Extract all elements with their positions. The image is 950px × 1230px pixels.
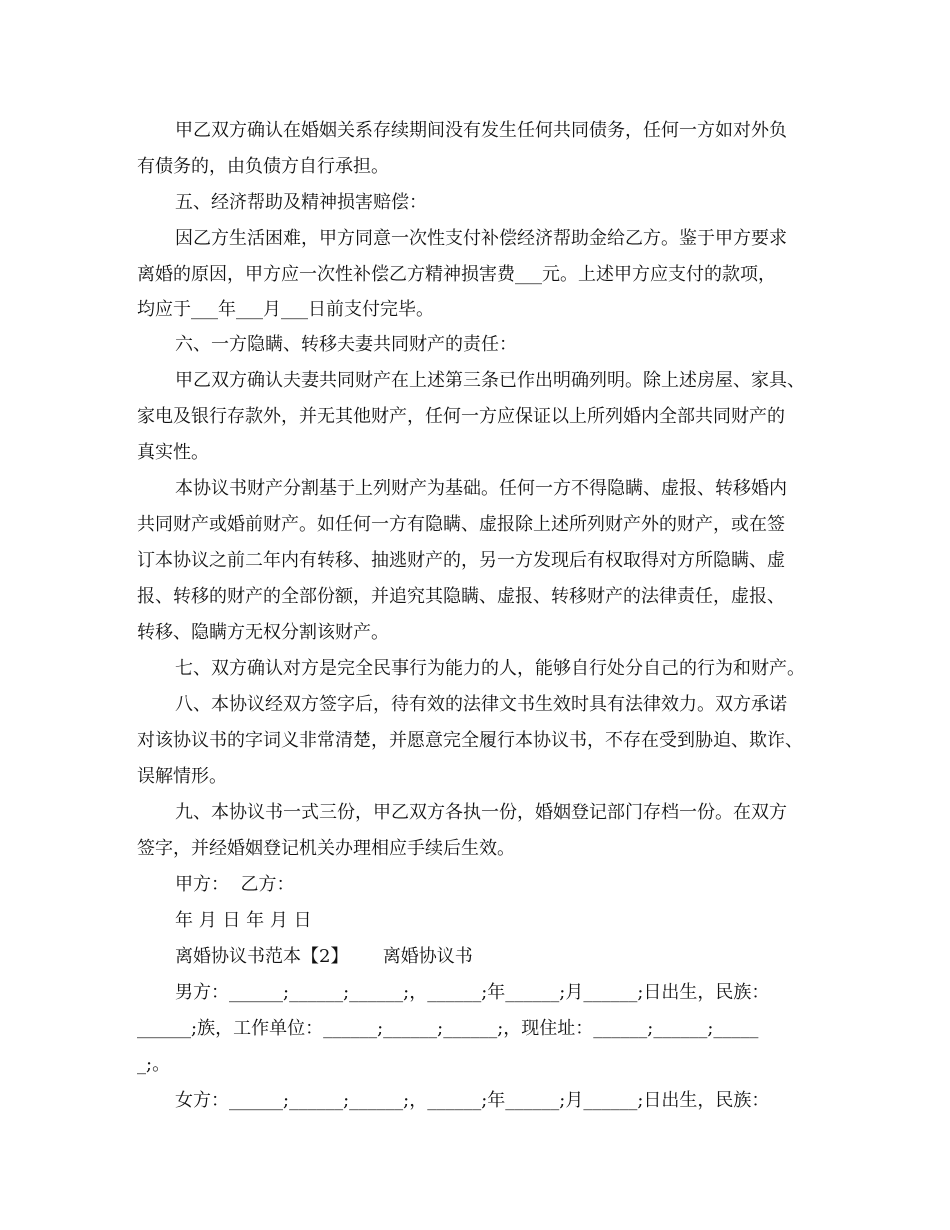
paragraph-line: 甲乙双方确认夫妻共同财产在上述第三条已作出明确列明。除上述房屋、家具、 xyxy=(175,370,805,391)
section-heading: 五、经济帮助及精神损害赔偿： xyxy=(175,192,427,213)
document-title: 离婚协议书范本【2】 离婚协议书 xyxy=(175,946,473,967)
section-heading: 六、一方隐瞒、转移夫妻共同财产的责任： xyxy=(175,334,517,355)
male-party-line: _;。 xyxy=(137,1054,171,1075)
paragraph-line: 真实性。 xyxy=(137,442,209,463)
paragraph-line: 误解情形。 xyxy=(137,766,227,787)
signature-dates: 年 月 日 年 月 日 xyxy=(175,910,312,931)
male-party-line: 男方：______;______;______;，______;年______;月______;日出生，民族： xyxy=(175,982,770,1003)
paragraph-line: 离婚的原因，甲方应一次性补偿乙方精神损害费___元。上述甲方应支付的款项， xyxy=(137,264,776,285)
section-heading: 八、本协议经双方签字后，待有效的法律文书生效时具有法律效力。双方承诺 xyxy=(175,694,787,715)
paragraph-line: 因乙方生活困难，甲方同意一次性支付补偿经济帮助金给乙方。鉴于甲方要求 xyxy=(175,228,787,249)
male-party-line: ______;族，工作单位：______;______;______;，现住址：______;______;_____ xyxy=(137,1018,759,1039)
paragraph-line: 甲乙双方确认在婚姻关系存续期间没有发生任何共同债务，任何一方如对外负 xyxy=(175,120,787,141)
paragraph-line: 签字，并经婚姻登记机关办理相应手续后生效。 xyxy=(137,838,515,859)
paragraph-line: 均应于___年___月___日前支付完毕。 xyxy=(137,299,434,320)
paragraph-line: 对该协议书的字词义非常清楚，并愿意完全履行本协议书，不存在受到胁迫、欺诈、 xyxy=(137,730,803,751)
paragraph-line: 订本协议之前二年内有转移、抽逃财产的，另一方发现后有权取得对方所隐瞒、虚 xyxy=(137,550,785,571)
paragraph-line: 本协议书财产分割基于上列财产为基础。任何一方不得隐瞒、虚报、转移婚内 xyxy=(175,478,787,499)
paragraph-line: 转移、隐瞒方无权分割该财产。 xyxy=(137,622,389,643)
section-heading: 七、双方确认对方是完全民事行为能力的人，能够自行处分自己的行为和财产。 xyxy=(175,658,805,679)
paragraph-line: 有债务的，由负债方自行承担。 xyxy=(137,156,389,177)
signature-parties: 甲方： 乙方： xyxy=(175,874,295,895)
paragraph-line: 共同财产或婚前财产。如任何一方有隐瞒、虚报除上述所列财产外的财产，或在签 xyxy=(137,514,785,535)
paragraph-line: 报、转移的财产的全部份额，并追究其隐瞒、虚报、转移财产的法律责任，虚报、 xyxy=(137,586,785,607)
female-party-line: 女方：______;______;______;，______;年______;月______;日出生，民族： xyxy=(175,1090,770,1111)
section-heading: 九、本协议书一式三份，甲乙双方各执一份，婚姻登记部门存档一份。在双方 xyxy=(175,802,787,823)
paragraph-line: 家电及银行存款外，并无其他财产，任何一方应保证以上所列婚内全部共同财产的 xyxy=(137,406,785,427)
